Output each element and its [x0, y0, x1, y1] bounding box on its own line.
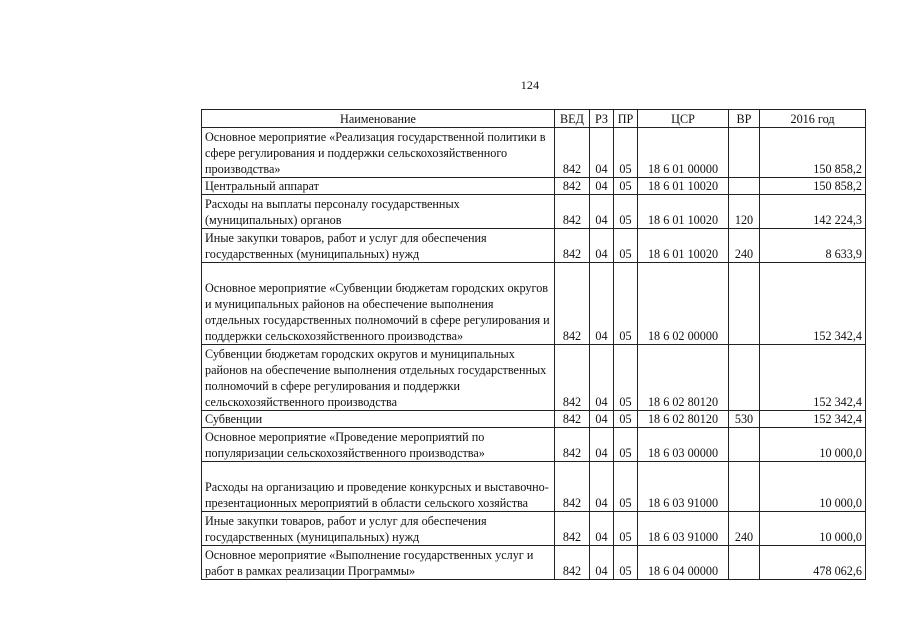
- cell-ved: 842: [555, 345, 590, 411]
- cell-rz: 04: [590, 345, 614, 411]
- cell-vr: 530: [729, 411, 760, 428]
- cell-pr: 05: [614, 229, 638, 263]
- cell-vr: [729, 263, 760, 345]
- cell-year-2016: 152 342,4: [760, 411, 866, 428]
- cell-name: Субвенции: [202, 411, 555, 428]
- table-row: [202, 195, 866, 229]
- cell-rz: 04: [590, 546, 614, 580]
- cell-csr: 18 6 02 00000: [638, 263, 729, 345]
- cell-pr: 05: [614, 512, 638, 546]
- cell-csr: 18 6 01 10020: [638, 178, 729, 195]
- cell-year-2016: 150 858,2: [760, 128, 866, 178]
- cell-year-2016: 10 000,0: [760, 428, 866, 462]
- cell-csr: 18 6 03 91000: [638, 512, 729, 546]
- cell-ved: 842: [555, 512, 590, 546]
- cell-rz: 04: [590, 411, 614, 428]
- page-number: 124: [520, 78, 540, 92]
- cell-ved: 842: [555, 411, 590, 428]
- column-header-name: Наименование: [202, 110, 555, 128]
- cell-pr: 05: [614, 546, 638, 580]
- table-row: [202, 345, 866, 411]
- table-header-row: [202, 110, 866, 128]
- cell-rz: 04: [590, 428, 614, 462]
- table-row: [202, 178, 866, 195]
- table-row: [202, 229, 866, 263]
- cell-csr: 18 6 02 80120: [638, 345, 729, 411]
- cell-pr: 05: [614, 345, 638, 411]
- cell-ved: 842: [555, 428, 590, 462]
- column-header-ved: ВЕД: [555, 110, 590, 128]
- cell-name: Иные закупки товаров, работ и услуг для обеспечения государственных (муниципальных) нужд: [202, 229, 555, 263]
- cell-ved: 842: [555, 195, 590, 229]
- cell-csr: 18 6 02 80120: [638, 411, 729, 428]
- table-row: [202, 546, 866, 580]
- cell-ved: 842: [555, 462, 590, 512]
- cell-year-2016: 152 342,4: [760, 345, 866, 411]
- cell-ved: 842: [555, 263, 590, 345]
- cell-name: Основное мероприятие «Выполнение государственных услуг и работ в рамках реализации Программы»: [202, 546, 555, 580]
- cell-year-2016: 152 342,4: [760, 263, 866, 345]
- cell-vr: [729, 178, 760, 195]
- cell-vr: 120: [729, 195, 760, 229]
- cell-year-2016: 10 000,0: [760, 512, 866, 546]
- table-row: [202, 462, 866, 512]
- cell-vr: [729, 546, 760, 580]
- cell-name: Расходы на выплаты персоналу государственных (муниципальных) органов: [202, 195, 555, 229]
- table-row: [202, 263, 866, 345]
- cell-year-2016: 478 062,6: [760, 546, 866, 580]
- cell-rz: 04: [590, 263, 614, 345]
- cell-name: Основное мероприятие «Проведение мероприятий по популяризации сельскохозяйственного производства»: [202, 428, 555, 462]
- table-row: [202, 512, 866, 546]
- cell-csr: 18 6 01 10020: [638, 195, 729, 229]
- cell-pr: 05: [614, 195, 638, 229]
- cell-rz: 04: [590, 178, 614, 195]
- cell-pr: 05: [614, 462, 638, 512]
- cell-csr: 18 6 03 91000: [638, 462, 729, 512]
- cell-rz: 04: [590, 195, 614, 229]
- cell-year-2016: 8 633,9: [760, 229, 866, 263]
- cell-ved: 842: [555, 546, 590, 580]
- cell-name: Субвенции бюджетам городских округов и муниципальных районов на обеспечение выполнения отдельных государственных полномочий в сфере регулирования и поддержки сельскохозяйственного производства: [202, 345, 555, 411]
- budget-table: [201, 109, 866, 580]
- cell-vr: [729, 428, 760, 462]
- cell-csr: 18 6 04 00000: [638, 546, 729, 580]
- cell-year-2016: 142 224,3: [760, 195, 866, 229]
- column-header-pr: ПР: [614, 110, 638, 128]
- cell-csr: 18 6 01 00000: [638, 128, 729, 178]
- cell-pr: 05: [614, 263, 638, 345]
- cell-vr: 240: [729, 512, 760, 546]
- cell-name: Центральный аппарат: [202, 178, 555, 195]
- cell-vr: [729, 462, 760, 512]
- column-header-csr: ЦСР: [638, 110, 729, 128]
- cell-csr: 18 6 03 00000: [638, 428, 729, 462]
- cell-vr: [729, 128, 760, 178]
- column-header-vr: ВР: [729, 110, 760, 128]
- cell-rz: 04: [590, 128, 614, 178]
- cell-rz: 04: [590, 229, 614, 263]
- cell-name: Расходы на организацию и проведение конкурсных и выставочно-презентационных мероприятий в области сельского хозяйства: [202, 462, 555, 512]
- cell-vr: 240: [729, 229, 760, 263]
- cell-ved: 842: [555, 128, 590, 178]
- cell-rz: 04: [590, 512, 614, 546]
- cell-name: Основное мероприятие «Субвенции бюджетам городских округов и муниципальных районов на обеспечение выполнения отдельных государственных полномочий в сфере регулирования и поддержки сельскохозяйственного производства»: [202, 263, 555, 345]
- cell-rz: 04: [590, 462, 614, 512]
- column-header-year-2016: 2016 год: [760, 110, 866, 128]
- cell-vr: [729, 345, 760, 411]
- table-row: [202, 411, 866, 428]
- table-row: [202, 428, 866, 462]
- cell-ved: 842: [555, 229, 590, 263]
- cell-name: Основное мероприятие «Реализация государственной политики в сфере регулирования и поддержки сельскохозяйственного производства»: [202, 128, 555, 178]
- cell-year-2016: 10 000,0: [760, 462, 866, 512]
- cell-pr: 05: [614, 128, 638, 178]
- cell-pr: 05: [614, 178, 638, 195]
- cell-ved: 842: [555, 178, 590, 195]
- column-header-rz: РЗ: [590, 110, 614, 128]
- table-row: [202, 128, 866, 178]
- cell-csr: 18 6 01 10020: [638, 229, 729, 263]
- cell-pr: 05: [614, 411, 638, 428]
- cell-name: Иные закупки товаров, работ и услуг для обеспечения государственных (муниципальных) нужд: [202, 512, 555, 546]
- cell-year-2016: 150 858,2: [760, 178, 866, 195]
- cell-pr: 05: [614, 428, 638, 462]
